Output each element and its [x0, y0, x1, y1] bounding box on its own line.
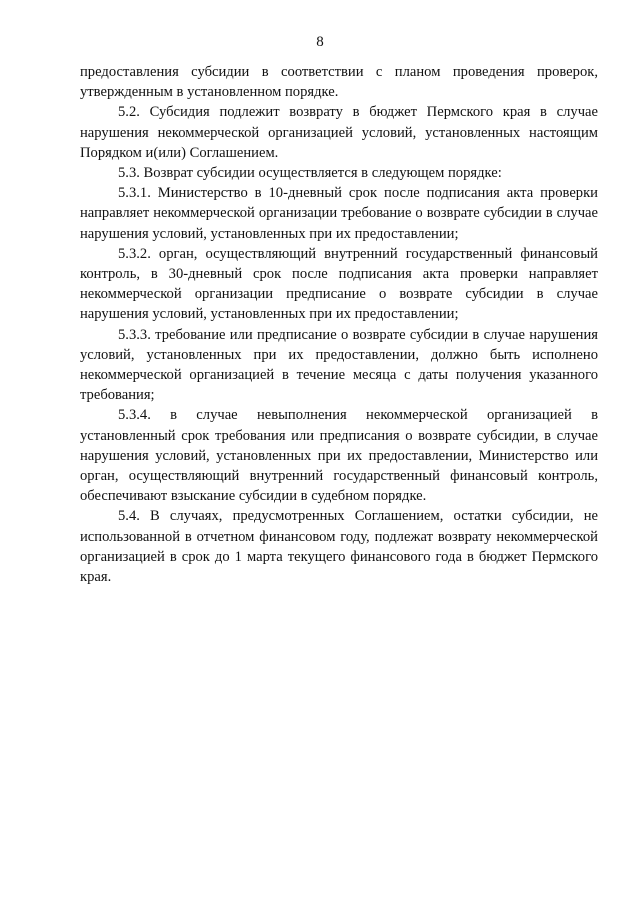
document-body: [80, 62, 598, 587]
paragraph-5-3-4: 5.3.4. в случае невыполнения некоммерческой организацией в установленный срок требования или предписания о возврате субсидии, в случае нарушения условий, установленных при их предоставлении, Министерство или орган, осуществляющий внутренний государственный финансовый контроль, обеспечивают взыскание субсидии в судебном порядке.: [80, 407, 598, 505]
paragraph-5-3-3: 5.3.3. требование или предписание о возврате субсидии в случае нарушения условий, установленных при их предоставлении, должно быть исполнено некоммерческой организацией в течение месяца с даты получения указанного требования;: [80, 326, 598, 404]
paragraph-5-3-1: 5.3.1. Министерство в 10-дневный срок после подписания акта проверки направляет некоммерческой организации требование о возврате субсидии в случае нарушения условий, установленных при их предоставлении;: [80, 185, 598, 242]
paragraph-5-4: 5.4. В случаях, предусмотренных Соглашением, остатки субсидии, не использованной в отчетном финансовом году, подлежат возврату некоммерческой организацией в срок до 1 марта текущего финансового года в бюджет Пермского края.: [80, 508, 598, 586]
paragraph-5-3-2: 5.3.2. орган, осуществляющий внутренний государственный финансовый контроль, в 30-дневный срок после подписания акта проверки направляет некоммерческой организации предписание о возврате субсидии в случае нарушения условий, установленных при их предоставлении;: [80, 245, 598, 323]
paragraph-5-3: 5.3. Возврат субсидии осуществляется в следующем порядке:: [118, 165, 502, 182]
paragraph-continuation: предоставления субсидии в соответствии с планом проведения проверок, утвержденным в установленном порядке.: [80, 64, 598, 101]
paragraph-5-2: 5.2. Субсидия подлежит возврату в бюджет Пермского края в случае нарушения некоммерческой организацией условий, установленных настоящим Порядком и(или) Соглашением.: [80, 104, 598, 161]
page-number: 8: [316, 34, 324, 50]
